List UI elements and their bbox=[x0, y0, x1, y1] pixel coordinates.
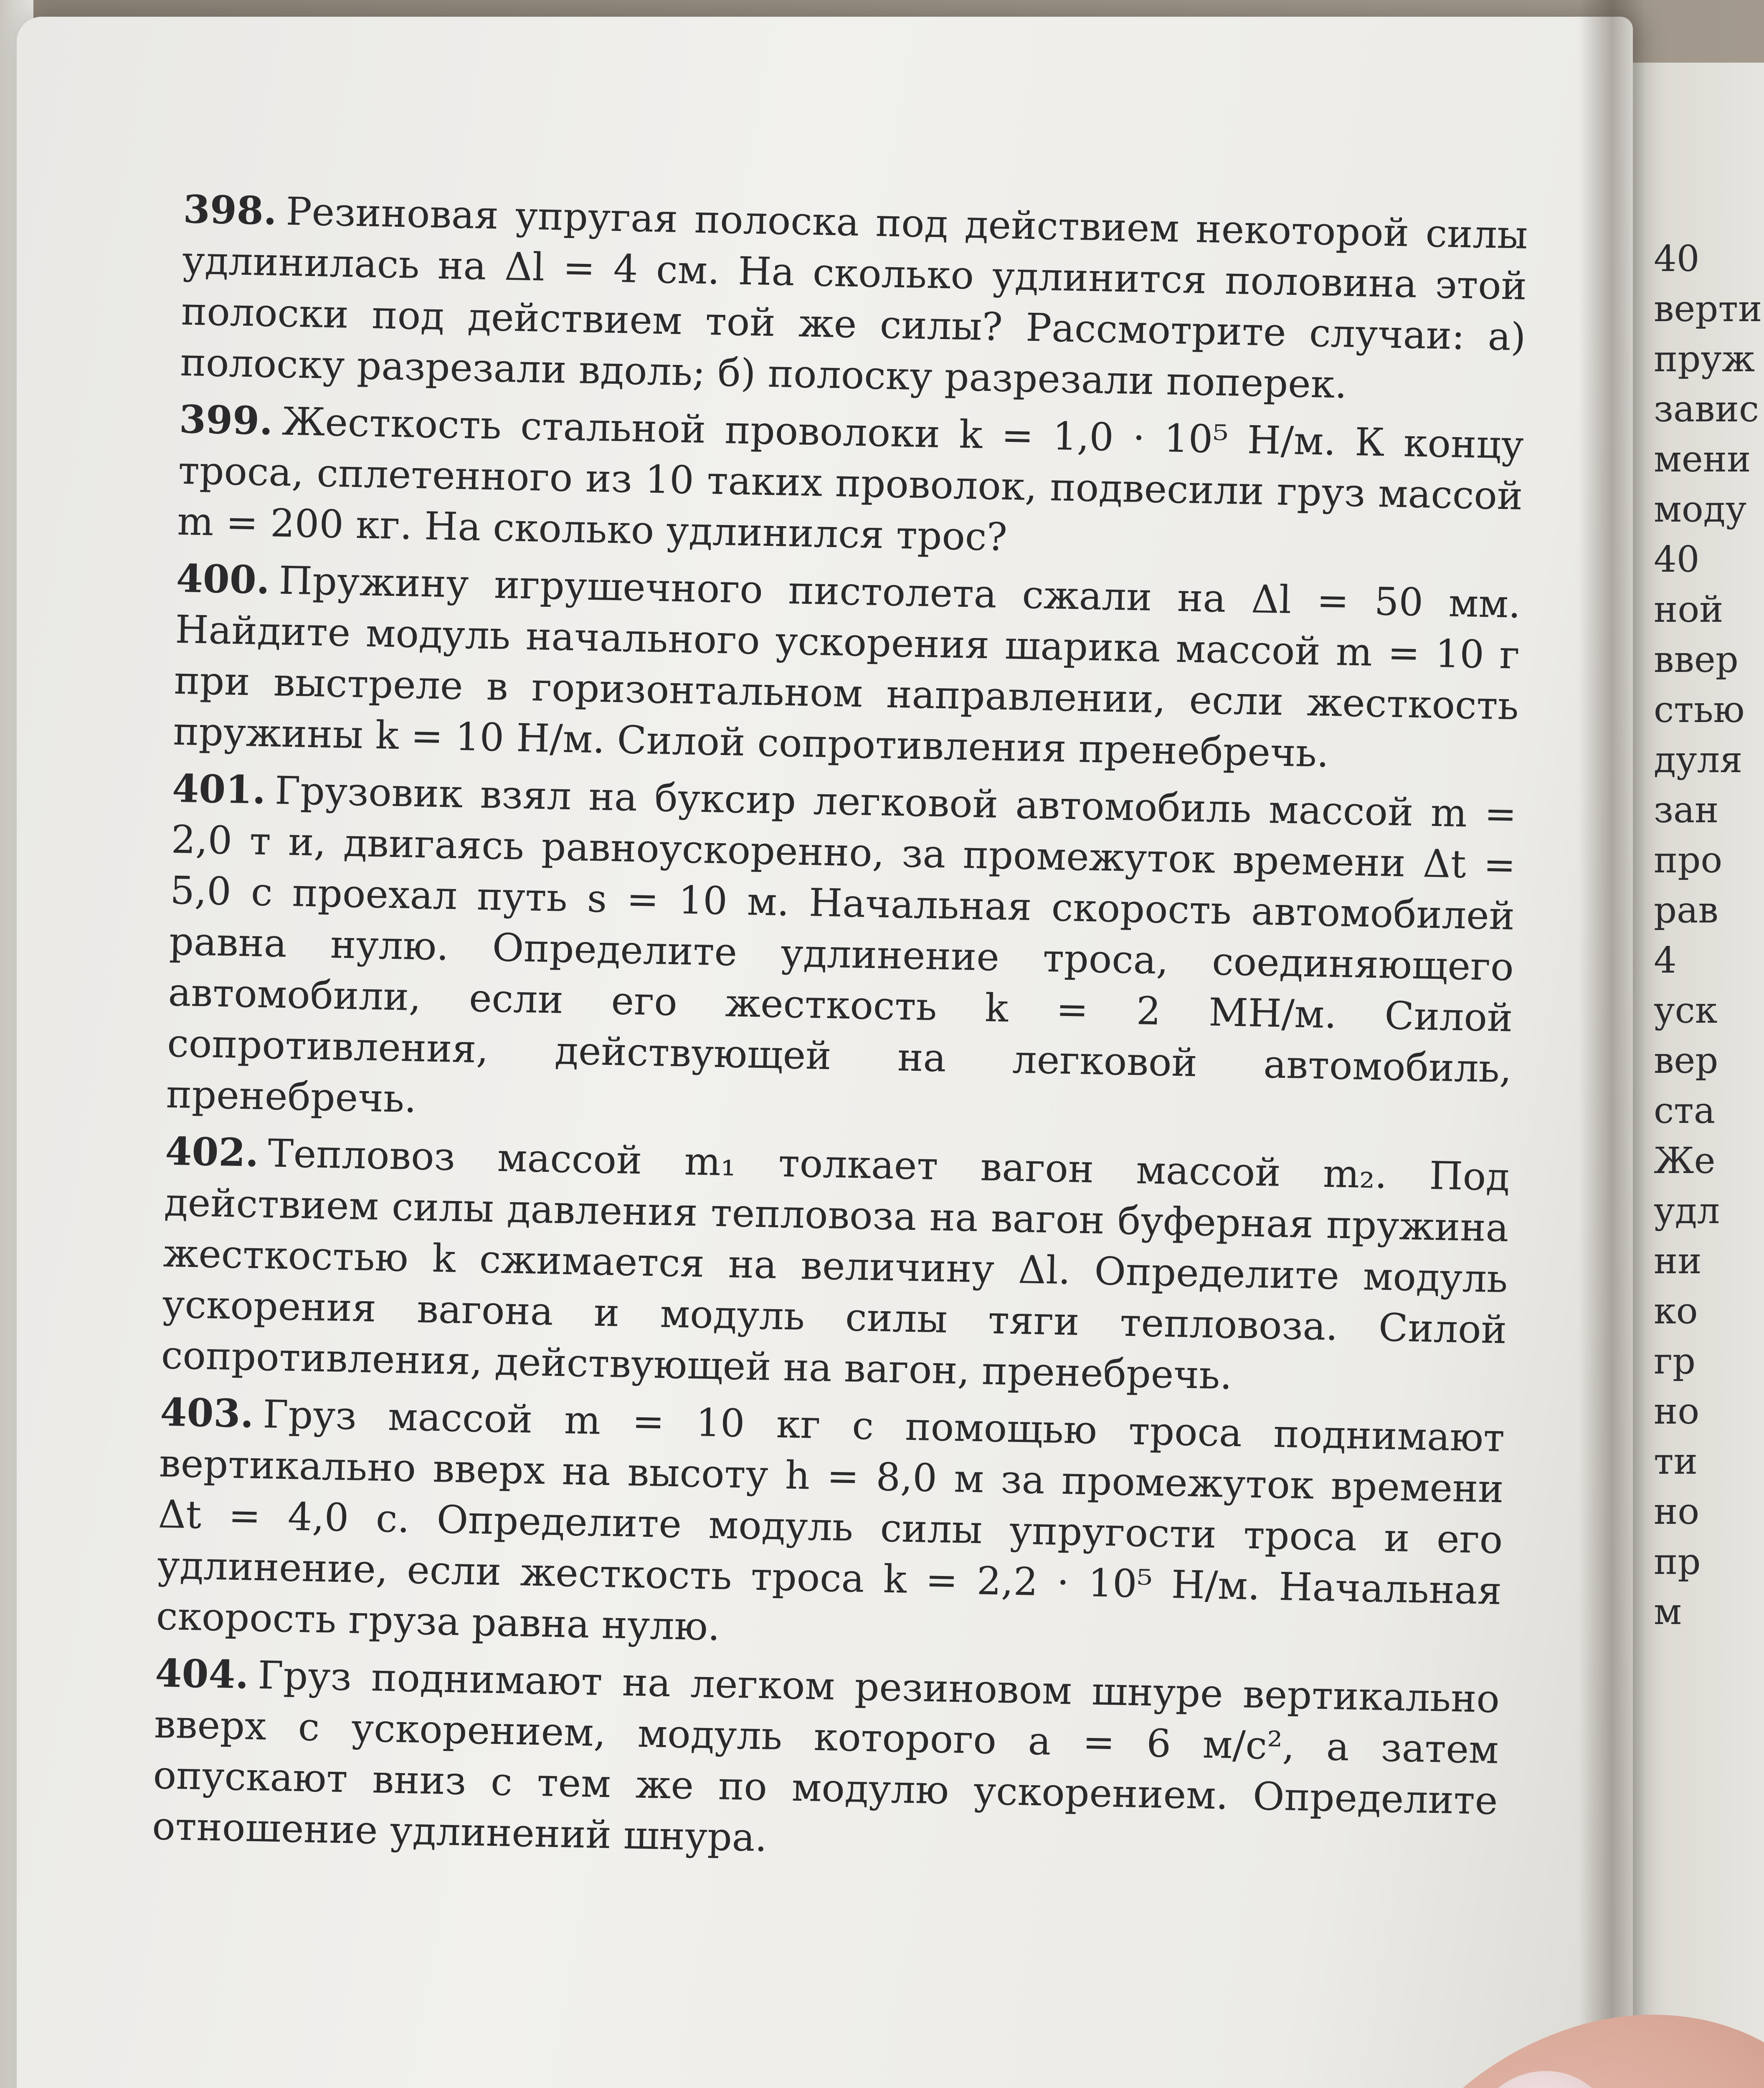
problem-403 bbox=[156, 1386, 1505, 1667]
right-page-fragment: ни bbox=[1654, 1240, 1702, 1282]
book-gutter bbox=[1579, 0, 1645, 2088]
right-page-fragment: ввер bbox=[1654, 639, 1739, 681]
problem-401 bbox=[166, 763, 1517, 1146]
right-page-fragment: 40 bbox=[1654, 539, 1700, 580]
right-page-fragment: завис bbox=[1654, 388, 1759, 430]
problem-text: Резиновая упругая полоска под действием некоторой силы удлинилась на Δl = 4 см. На сколько удлинится половина этой полоски под действием той же силы? Рассмотрите случаи: а) полоску разрезали вдоль; б) полоску разрезали поперек. bbox=[180, 189, 1528, 407]
right-page-fragment: вер bbox=[1654, 1040, 1718, 1082]
right-page-fragment: гр bbox=[1654, 1340, 1696, 1382]
problem-text: Жесткость стальной проволоки k = 1,0 · 10⁵ Н/м. К концу троса, сплетенного из 10 таких проволок, подвесили груз массой m = 200 кг. На сколько удлинился трос? bbox=[177, 399, 1524, 560]
problem-text: Грузовик взял на буксир легковой автомобиль массой m = 2,0 т и, двигаясь равноускоренно, за промежуток времени Δt = 5,0 с проехал путь s = 10 м. Начальная скорость автомобилей равна нулю. Определите удлинение троса, соединяющего автомобили, если его жесткость k = 2 МН/м. Силой сопротивления, действующей на легковой автомобиль, пренебречь. bbox=[166, 768, 1517, 1122]
right-page-fragment: про bbox=[1654, 839, 1723, 881]
right-page-fragment: 40 bbox=[1654, 238, 1700, 280]
right-page-fragment: ной bbox=[1654, 589, 1723, 631]
right-page-fragment: рав bbox=[1654, 889, 1718, 931]
right-page-fragment: моду bbox=[1654, 489, 1747, 530]
problem-number: 399. bbox=[179, 396, 274, 444]
problem-402 bbox=[161, 1126, 1510, 1407]
problem-number: 400. bbox=[175, 555, 270, 603]
right-page-fragment: мени bbox=[1654, 438, 1751, 480]
problem-400 bbox=[173, 553, 1521, 783]
problem-number: 403. bbox=[160, 1389, 254, 1437]
problems-text bbox=[152, 184, 1528, 1883]
right-page-fragment: ко bbox=[1654, 1290, 1698, 1332]
problem-number: 398. bbox=[182, 186, 277, 234]
right-page-fragment: но bbox=[1654, 1491, 1700, 1533]
right-page-fragment: стью bbox=[1654, 689, 1745, 731]
problem-text: Груз массой m = 10 кг с помощью троса поднимают вертикально вверх на высоту h = 8,0 м за промежуток времени Δt = 4,0 с. Определите модуль силы упругости троса и его удлинение, если жесткость троса k = 2,2 · 10⁵ Н/м. Начальная скорость груза равна нулю. bbox=[156, 1392, 1505, 1650]
right-page-fragment: уск bbox=[1654, 990, 1718, 1031]
problem-number: 401. bbox=[172, 765, 266, 813]
problem-number: 404. bbox=[155, 1650, 249, 1698]
problem-text: Груз поднимают на легком резиновом шнуре вертикально вверх с ускорением, модуль которого a = 6 м/с², а затем опускают вниз с тем же по модулю ускорением. Определите отношение удлинений шнура. bbox=[152, 1653, 1500, 1860]
right-page-fragment: верти bbox=[1654, 288, 1762, 330]
right-page-fragment: но bbox=[1654, 1391, 1700, 1432]
right-page-fragment: дуля bbox=[1654, 739, 1743, 781]
right-page-fragment: ти bbox=[1654, 1441, 1698, 1482]
problem-398 bbox=[180, 184, 1528, 414]
right-page-fragment: Же bbox=[1654, 1140, 1716, 1182]
right-page-fragment: пр bbox=[1654, 1541, 1701, 1583]
problem-number: 402. bbox=[165, 1128, 259, 1176]
problem-text: Тепловоз массой m₁ толкает вагон массой m₂. Под действием силы давления тепловоза на вагон буферная пружина жесткостью k сжимается на величину Δl. Определите модуль ускорения вагона и модуль силы тяги тепловоза. Силой сопротивления, действующей на вагон, пренебречь. bbox=[161, 1131, 1510, 1398]
right-page-fragment: удл bbox=[1654, 1190, 1720, 1232]
right-page-text bbox=[1654, 234, 1762, 1637]
right-page-fragment: пруж bbox=[1654, 338, 1755, 380]
right-page-fragment: 4 bbox=[1654, 940, 1677, 981]
problem-404 bbox=[152, 1647, 1500, 1878]
problem-text: Пружину игрушечного пистолета сжали на Δl = 50 мм. Найдите модуль начального ускорения шарика массой m = 10 г при выстреле в горизонтальном направлении, если жесткость пружины k = 10 Н/м. Силой сопротивления пренебречь. bbox=[172, 558, 1521, 776]
right-page-fragment: м bbox=[1654, 1591, 1682, 1633]
right-page-fragment: зан bbox=[1654, 789, 1719, 831]
right-page-fragment: ста bbox=[1654, 1090, 1716, 1132]
problem-399 bbox=[177, 394, 1524, 573]
